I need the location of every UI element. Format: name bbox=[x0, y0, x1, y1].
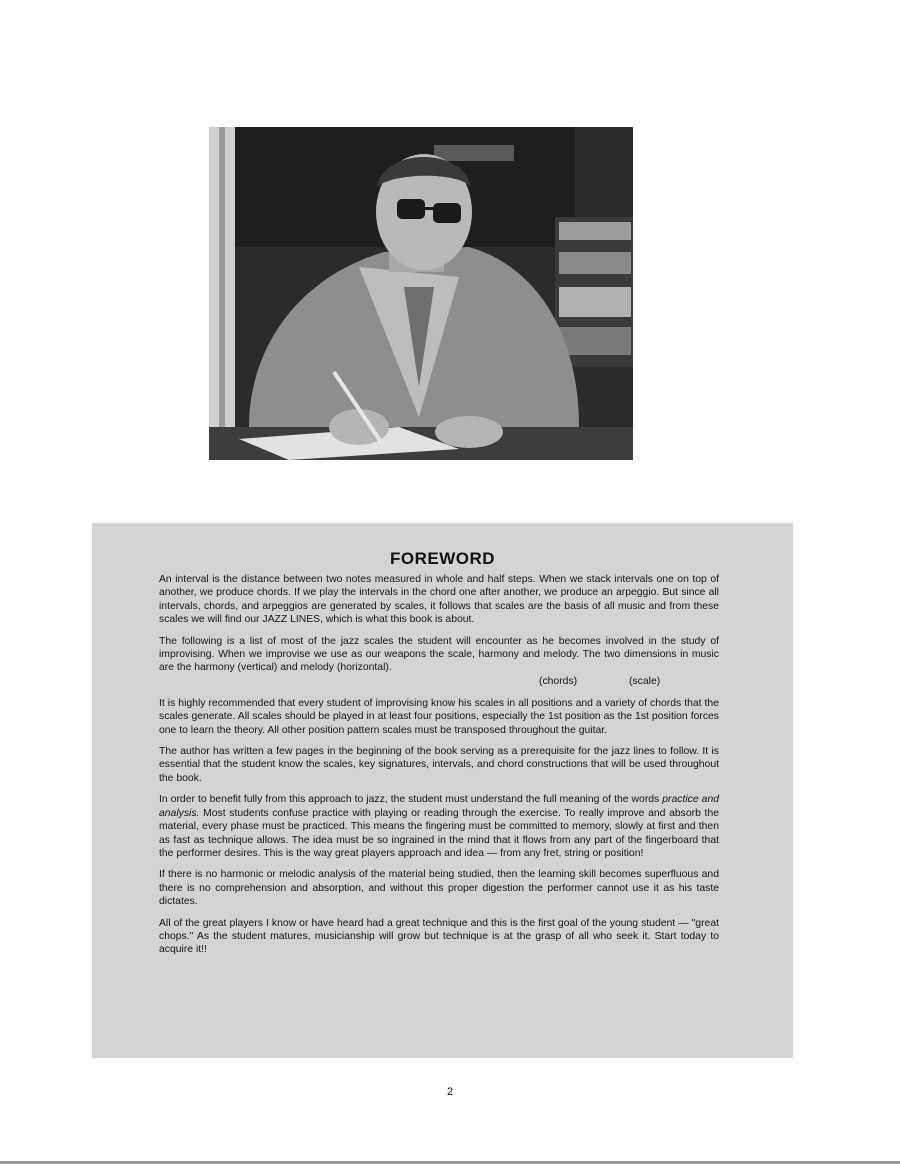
foreword-panel bbox=[92, 523, 793, 1058]
foreword-body bbox=[159, 573, 719, 965]
paragraph-recommendation: It is highly recommended that every student of improvising know his scales in all positions and a variety of chords that the scales generate. All scales should be played in at least four positions, especially the 1st position as the 1st position forces one to learn the theory. All other position pattern scales must be transposed throughout the guitar. bbox=[159, 697, 719, 736]
page-number: 2 bbox=[446, 1086, 454, 1098]
dimension-labels bbox=[159, 675, 719, 689]
label-chords: (chords) bbox=[539, 675, 578, 687]
author-portrait-photo-icon bbox=[209, 127, 633, 460]
paragraph-practice bbox=[159, 793, 719, 860]
paragraph-prerequisite: The author has written a few pages in the beginning of the book serving as a prerequisite for the jazz lines to follow. It is essential that the student know the scales, key signatures, intervals, and chord constructions that will be used throughout the book. bbox=[159, 746, 719, 784]
foreword-title: FOREWORD bbox=[389, 549, 496, 568]
label-scale: (scale) bbox=[629, 675, 661, 687]
practice-text-end: Most students confuse practice with playing or reading through the exercise. To really improve and absorb the material, every phase must be practiced. This means the fingering must be committed to memory, slowly at first and then as fast as technique allows. The idea must be so ingrained in the mind that it flows from any part of the fingerboard that the performer desires. This is the way great players approach and idea — from any fret, string or position! bbox=[159, 807, 719, 859]
paragraph-intervals: An interval is the distance between two notes measured in whole and half steps. When we stack intervals one on top of another, we produce chords. If we play the intervals in the chord one after another, we produce an arpeggio. But since all intervals, chords, and arpeggios are generated by scales, it follows that scales are the basis of all music and from these scales we will find our JAZZ LINES, which is what this book is about. bbox=[159, 574, 719, 626]
author-photo bbox=[209, 127, 633, 460]
practice-emphasis: practice and analysis. bbox=[159, 794, 719, 819]
practice-text-start: In order to benefit fully from this approach to jazz, the student must understand the full meaning of the words bbox=[159, 794, 663, 806]
paragraph-jazz-scales: The following is a list of most of the jazz scales the student will encounter as he becomes involved in the study of improvising. When we improvise we use as our weapons the scale, harmony and melody. The two dimensions in music are the harmony (vertical) and melody (horizontal). bbox=[159, 635, 719, 674]
paragraph-technique: All of the great players I know or have heard had a great technique and this is the first goal of the young student — "great chops." As the student matures, musicianship will grow but technique is at the grasp of all who seek it. Start today to acquire it!! bbox=[159, 917, 719, 956]
paragraph-analysis: If there is no harmonic or melodic analysis of the material being studied, then the learning skill becomes superfluous and there is no comprehension and absorption, and without this proper digestion the performer cannot use it as his taste dictates. bbox=[159, 869, 719, 908]
